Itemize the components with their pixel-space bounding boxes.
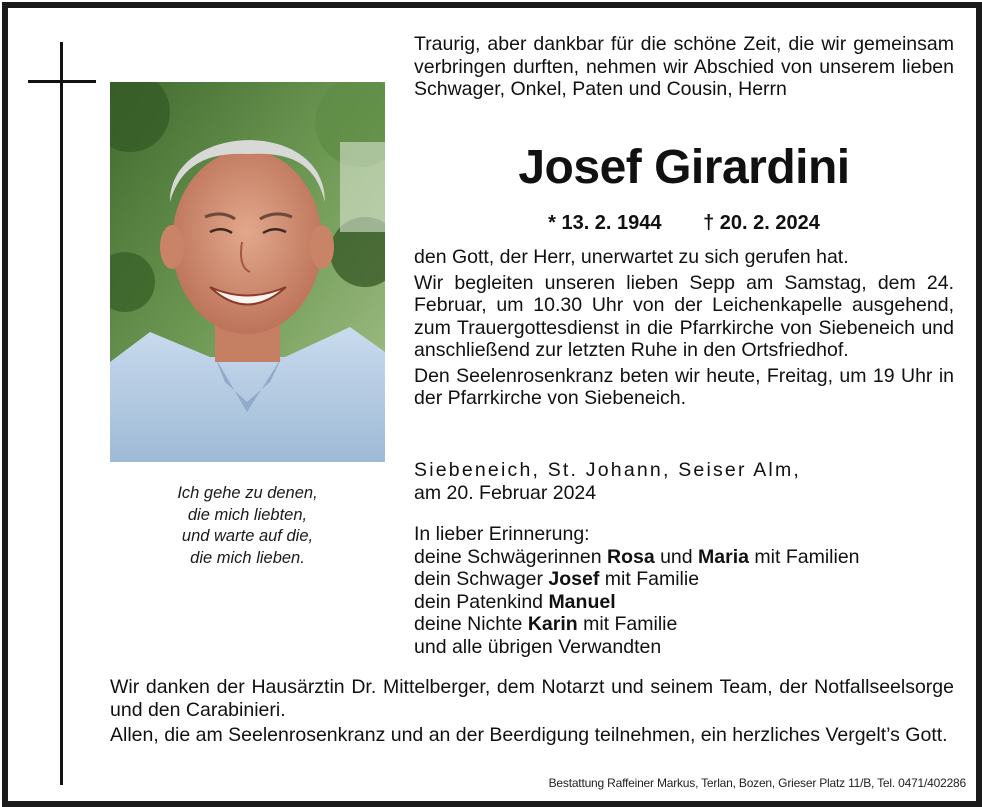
thanks-paragraph: Allen, die am Seelenrosenkranz und an der Beerdigung teilnehmen, ein herzliches Vergelt’s Gott.	[110, 724, 948, 746]
cross-icon-vertical	[60, 42, 63, 785]
death-date: † 20. 2. 2024	[703, 212, 820, 234]
verse-line: und warte auf die,	[181, 527, 314, 545]
date-line: am 20. Februar 2024	[414, 481, 597, 504]
notice-body	[414, 246, 954, 413]
birth-date: * 13. 2. 1944	[548, 212, 662, 234]
place-and-date	[414, 459, 954, 504]
verse-line: Ich gehe zu denen,	[177, 484, 318, 502]
deceased-name: Josef Girardini	[518, 141, 850, 194]
thanks-section	[110, 676, 954, 750]
family-line: dein Patenkind Manuel	[414, 590, 616, 613]
family-list	[414, 523, 954, 658]
family-line: dein Schwager Josef mit Familie	[414, 568, 700, 590]
verse-line: die mich lieben.	[190, 548, 305, 567]
portrait-photo	[110, 82, 385, 462]
cross-icon-horizontal	[28, 80, 96, 83]
verse-line: die mich liebten,	[187, 505, 308, 524]
thanks-paragraph: Wir danken der Hausärztin Dr. Mittelberger, dem Notarzt und seinem Team, der Notfallseelsorge und den Carabinieri.	[110, 676, 954, 721]
life-dates	[414, 210, 954, 236]
family-line: deine Nichte Karin mit Familie	[414, 613, 678, 635]
memorial-verse	[110, 483, 385, 569]
intro-text: Traurig, aber dankbar für die schöne Zeit, die wir gemeinsam verbringen durften, nehmen wir Abschied von unserem lieben Schwager, Onkel, Paten und Cousin, Herrn	[414, 33, 954, 100]
funeral-details: Wir begleiten unseren lieben Sepp am Samstag, dem 24. Februar, um 10.30 Uhr von der Leichenkapelle ausgehend, zum Trauergottesdienst in die Pfarrkirche von Siebeneich und anschließend zur letzten Ruhe in den Ortsfriedhof.	[414, 271, 954, 361]
body-paragraph: den Gott, der Herr, unerwartet zu sich gerufen hat.	[414, 246, 849, 268]
family-heading: In lieber Erinnerung:	[414, 523, 590, 545]
family-line: und alle übrigen Verwandten	[414, 635, 662, 658]
place-line: Siebeneich, St. Johann, Seiser Alm,	[414, 459, 802, 481]
funeral-home-credit: Bestattung Raffeiner Markus, Terlan, Bozen, Grieser Platz 11/B, Tel. 0471/402286	[548, 776, 966, 790]
rosary-details: Den Seelenrosenkranz beten wir heute, Freitag, um 19 Uhr in der Pfarrkirche von Siebeneich.	[414, 364, 954, 409]
family-line: deine Schwägerinnen Rosa und Maria mit Familien	[414, 545, 860, 568]
